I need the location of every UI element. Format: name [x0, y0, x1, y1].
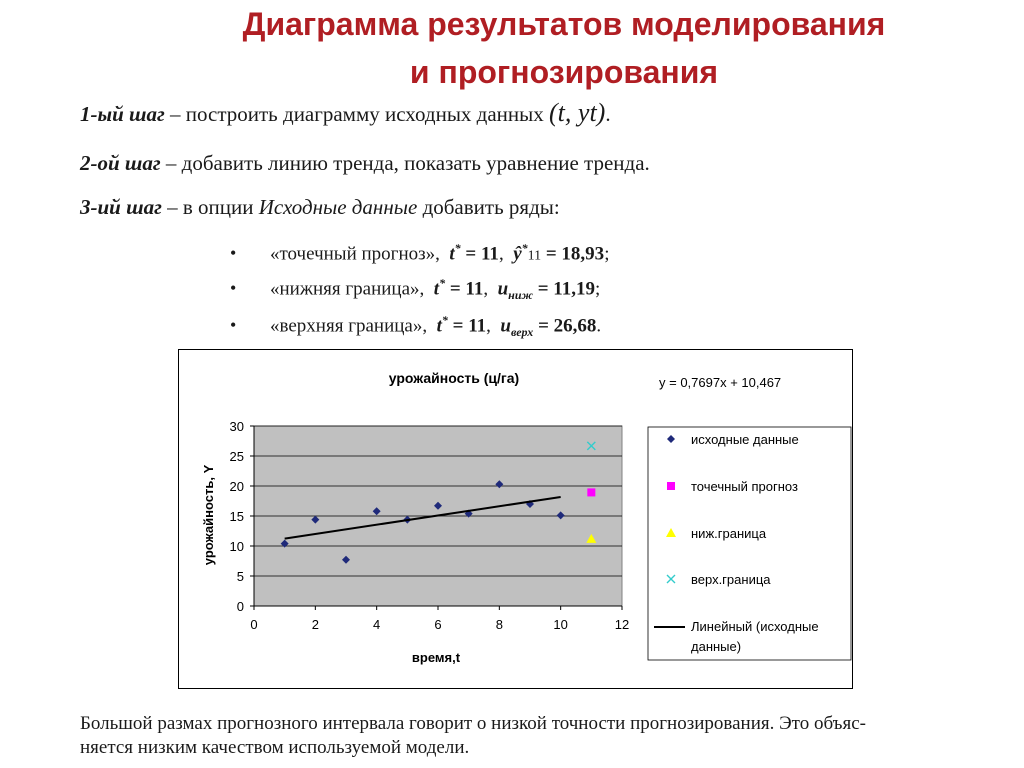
- legend-label: ниж.граница: [691, 526, 767, 541]
- legend-label: верх.граница: [691, 572, 771, 587]
- step-1-text: построить диаграмму исходных данных: [185, 102, 544, 126]
- x-tick-label: 4: [373, 617, 381, 632]
- step-1: [80, 98, 611, 128]
- bullet-point-forecast: [230, 241, 609, 265]
- data-point: [587, 488, 595, 496]
- bullet-name: «верхняя граница»,: [270, 315, 428, 337]
- separator: ,: [483, 278, 489, 300]
- page-title-line2: и прогнозирования: [409, 54, 719, 90]
- bullet-end: ;: [594, 278, 601, 300]
- chart-frame: [178, 349, 853, 689]
- footer-note: [80, 712, 1020, 760]
- step-2-dash: –: [165, 151, 177, 175]
- legend: [648, 427, 851, 660]
- step-1-label: 1-ый шаг: [80, 102, 165, 126]
- var-sub: 11: [527, 248, 542, 264]
- var-sup: *: [521, 241, 528, 255]
- bullet-name: «точечный прогноз»,: [270, 243, 440, 265]
- scatter-chart: [179, 350, 854, 690]
- x-tick-label: 12: [614, 617, 630, 632]
- y-tick-label: 25: [229, 449, 244, 464]
- t-symbol: t: [436, 315, 442, 337]
- footer-line-1: Большой размах прогнозного интервала говорит о низкой точности прогнозирования. Это объяс-: [80, 713, 866, 734]
- var-symbol: u: [497, 278, 509, 300]
- x-tick-label: 2: [311, 617, 319, 632]
- footer-line-2: няется низким качеством используемой модели.: [80, 737, 470, 758]
- var-symbol: u: [500, 315, 511, 337]
- step-3: [80, 195, 560, 220]
- step-1-end: .: [605, 102, 611, 126]
- chart-title: урожайность (ц/га): [388, 370, 520, 386]
- step-1-dash: –: [170, 102, 181, 126]
- y-tick-label: 15: [229, 509, 244, 524]
- t-sup: *: [441, 313, 448, 327]
- plot-area: [230, 419, 630, 632]
- trend-equation: y = 0,7697x + 10,467: [659, 375, 782, 390]
- t-value: = 11: [465, 243, 499, 265]
- legend-label: исходные данные: [691, 432, 799, 447]
- y-tick-label: 10: [229, 539, 244, 554]
- step-3-text-before: в опции: [182, 195, 254, 219]
- bullet-name: «нижняя граница»,: [270, 278, 425, 300]
- t-value: = 11: [449, 278, 484, 300]
- y-tick-label: 20: [229, 479, 244, 494]
- var-value: = 26,68: [538, 315, 597, 337]
- step-2-text: добавить линию тренда, показать уравнение тренда.: [181, 151, 650, 175]
- t-symbol: t: [449, 243, 455, 265]
- separator: ,: [498, 243, 504, 265]
- legend-marker: [667, 482, 675, 490]
- x-tick-label: 8: [495, 617, 503, 632]
- y-tick-label: 30: [229, 419, 244, 434]
- bullet-marker: •: [230, 278, 237, 299]
- bullet-marker: •: [230, 243, 237, 264]
- var-sub: верх: [511, 325, 534, 340]
- y-tick-label: 0: [236, 599, 244, 614]
- legend-label: данные): [691, 639, 742, 654]
- step-3-text-italic: Исходные данные: [258, 195, 418, 219]
- step-2: [80, 151, 650, 176]
- var-value: = 18,93: [545, 243, 605, 265]
- x-axis-label: время,t: [411, 650, 461, 665]
- t-symbol: t: [433, 278, 440, 300]
- var-symbol: ŷ: [513, 243, 522, 265]
- step-2-label: 2-ой шаг: [80, 151, 161, 175]
- page-title: Диаграмма результатов моделирования: [242, 6, 886, 42]
- step-3-dash: –: [167, 195, 178, 219]
- bullet-lower-bound: [230, 276, 600, 303]
- bullet-end: .: [596, 315, 602, 337]
- bullet-end: ;: [604, 243, 610, 265]
- bullet-marker: •: [230, 315, 237, 336]
- separator: ,: [486, 315, 491, 337]
- step-3-label: 3-ий шаг: [80, 195, 162, 219]
- var-sub: ниж: [508, 288, 533, 303]
- step-1-formula: (t, yt): [549, 98, 606, 127]
- t-sup: *: [439, 276, 446, 290]
- x-tick-label: 0: [250, 617, 258, 632]
- legend-label: точечный прогноз: [691, 479, 798, 494]
- var-value: = 11,19: [537, 278, 595, 300]
- t-sup: *: [454, 241, 461, 255]
- x-tick-label: 6: [434, 617, 442, 632]
- bullet-upper-bound: [230, 313, 601, 340]
- legend-label: Линейный (исходные: [691, 619, 819, 634]
- x-tick-label: 10: [553, 617, 568, 632]
- step-3-text-after: добавить ряды:: [422, 195, 560, 219]
- t-value: = 11: [452, 315, 487, 337]
- y-axis-label: урожайность, Y: [201, 464, 216, 566]
- y-tick-label: 5: [236, 569, 244, 584]
